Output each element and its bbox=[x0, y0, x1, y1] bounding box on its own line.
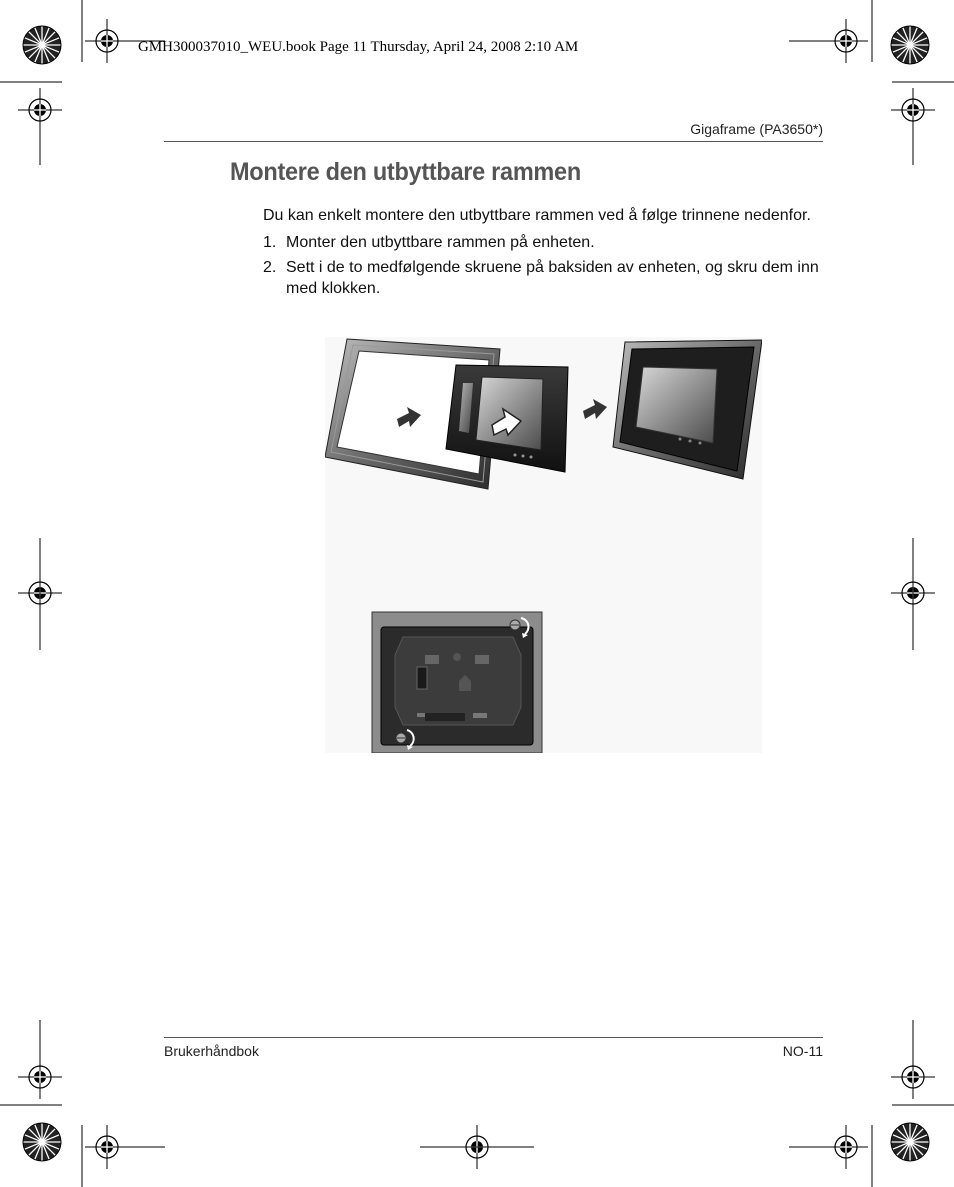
page-number: NO-11 bbox=[782, 1043, 823, 1059]
step-text: Monter den utbyttbare rammen på enheten. bbox=[286, 234, 595, 251]
screw-icon bbox=[396, 733, 406, 743]
step-number: 2. bbox=[263, 259, 277, 276]
device-back-view bbox=[372, 612, 542, 753]
step-item bbox=[263, 232, 828, 253]
frame-mounting-illustration bbox=[325, 337, 762, 753]
footer-rule bbox=[164, 1037, 823, 1038]
step-number: 1. bbox=[263, 234, 277, 251]
starburst-mark-icon bbox=[891, 1123, 929, 1161]
running-header: Gigaframe (PA3650*) bbox=[690, 121, 823, 137]
screw-icon bbox=[510, 620, 520, 630]
starburst-mark-icon bbox=[891, 26, 929, 64]
footer-manual-name: Brukerhåndbok bbox=[164, 1043, 259, 1059]
book-slug: GMH300037010_WEU.book Page 11 Thursday, April 24, 2008 2:10 AM bbox=[138, 39, 579, 55]
starburst-mark-icon bbox=[23, 26, 61, 64]
intro-paragraph: Du kan enkelt montere den utbyttbare rammen ved å følge trinnene nedenfor. bbox=[263, 207, 811, 224]
starburst-mark-icon bbox=[23, 1123, 61, 1161]
step-text: Sett i de to medfølgende skruene på baksiden av enheten, og skru dem inn med klokken. bbox=[286, 259, 819, 297]
body-text bbox=[263, 205, 828, 303]
section-title: Montere den utbyttbare rammen bbox=[230, 158, 581, 186]
step-item bbox=[263, 257, 828, 299]
header-rule bbox=[164, 141, 823, 142]
